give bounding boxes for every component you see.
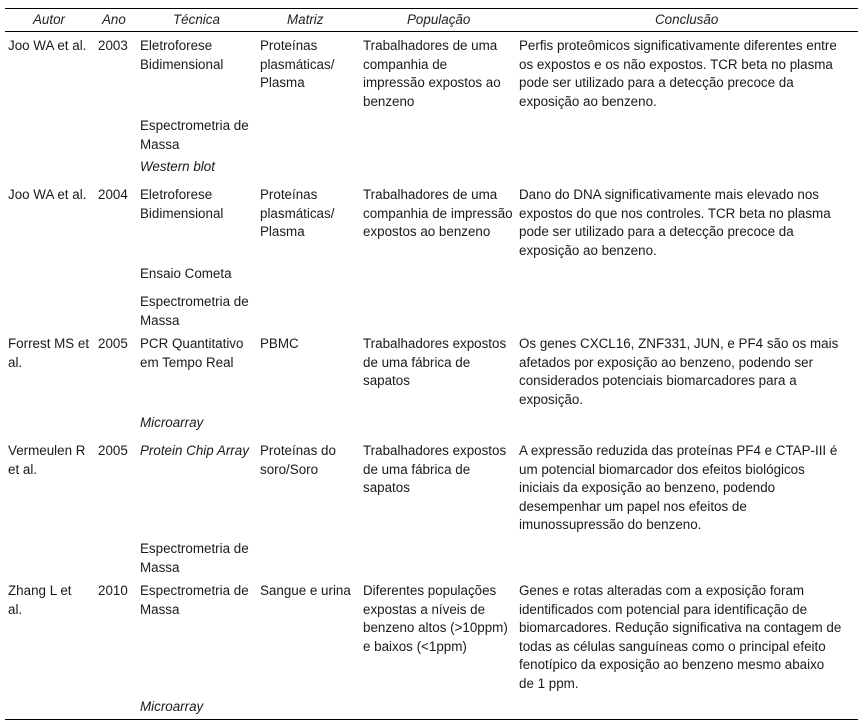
header-tecnica: Técnica — [173, 12, 220, 27]
row-2-tecnica-2: Ensaio Cometa — [140, 266, 232, 281]
header-matriz: Matriz — [287, 12, 324, 27]
row-4-matriz: Proteínas do soro/Soro — [260, 443, 336, 477]
row-2-tecnica-3: Espectrometria de Massa — [140, 294, 249, 328]
header-ano: Ano — [102, 12, 126, 27]
row-2-populacao: Trabalhadores de uma companhia de impressão expostos ao benzeno — [363, 187, 513, 240]
row-2-tecnica-1: Eletroforese Bidimensional — [140, 187, 224, 221]
row-5-ano: 2010 — [98, 583, 128, 598]
row-5-matriz: Sangue e urina — [260, 583, 351, 598]
row-3-matriz: PBMC — [260, 336, 299, 351]
row-3-ano: 2005 — [98, 336, 128, 351]
row-5-tecnica-1: Espectrometria de Massa — [140, 583, 249, 617]
row-4-ano: 2005 — [98, 443, 128, 458]
row-2-conclusao: Dano do DNA significativamente mais elevado nos expostos do que nos controles. TCR beta no plasma pode ser utilizado para a detecção precoce da exposição ao benzeno. — [519, 187, 831, 258]
row-5-tecnica-2: Microarray — [140, 699, 204, 714]
header-autor: Autor — [33, 12, 66, 27]
row-4-autor: Vermeulen R et al. — [8, 443, 86, 477]
row-1-populacao: Trabalhadores de uma companhia de impressão expostos ao benzeno — [363, 38, 501, 109]
row-4-tecnica-2: Espectrometria de Massa — [140, 541, 249, 575]
row-3-conclusao: Os genes CXCL16, ZNF331, JUN, e PF4 são os mais afetados por exposição ao benzeno, podendo ser considerados potenciais biomarcadores para a exposição. — [519, 336, 839, 407]
row-3-tecnica-1: PCR Quantitativo em Tempo Real — [140, 336, 244, 370]
row-3-populacao: Trabalhadores expostos de uma fábrica de sapatos — [363, 336, 507, 389]
row-1-tecnica-3: Western blot — [140, 159, 215, 174]
row-1-tecnica-1: Eletroforese Bidimensional — [140, 38, 224, 72]
header-conclusao: Conclusão — [655, 12, 719, 27]
table-bottom-rule — [5, 719, 858, 720]
header-populacao: População — [407, 12, 471, 27]
row-1-matriz: Proteínas plasmáticas/ Plasma — [260, 38, 335, 91]
row-5-populacao: Diferentes populações expostas a níveis de benzeno altos (>10ppm) e baixos (<1ppm) — [363, 583, 508, 654]
row-2-autor: Joo WA et al. — [8, 187, 87, 202]
row-1-ano: 2003 — [98, 38, 128, 53]
row-4-populacao: Trabalhadores expostos de uma fábrica de sapatos — [363, 443, 507, 496]
row-1-tecnica-2: Espectrometria de Massa — [140, 118, 249, 152]
row-3-tecnica-2: Microarray — [140, 415, 204, 430]
row-5-autor: Zhang L et al. — [8, 583, 72, 617]
row-4-conclusao: A expressão reduzida das proteínas PF4 e CTAP-III é um potencial biomarcador dos efeitos biológicos iniciais da exposição ao benzeno, podendo desempenhar um papel nos efeitos de imunossupressão do benzeno. — [519, 443, 838, 533]
row-2-matriz: Proteínas plasmáticas/ Plasma — [260, 187, 335, 240]
row-2-ano: 2004 — [98, 187, 128, 202]
table-top-rule — [5, 8, 858, 9]
row-4-tecnica-1: Protein Chip Array — [140, 443, 249, 458]
row-1-autor: Joo WA et al. — [8, 38, 87, 53]
row-5-conclusao: Genes e rotas alteradas com a exposição foram identificados com potencial para identificação de biomarcadores. Redução significativa na contagem de todas as células sanguíneas como o principal efeito fenotípico da exposição ao benzeno mesmo abaixo de 1 ppm. — [519, 583, 842, 691]
table-header-rule — [5, 31, 858, 32]
row-1-conclusao: Perfis proteômicos significativamente diferentes entre os expostos e os não expostos. TCR beta no plasma pode ser utilizado para a detecção precoce da exposição ao benzeno. — [519, 38, 837, 109]
row-3-autor: Forrest MS et al. — [8, 336, 90, 370]
